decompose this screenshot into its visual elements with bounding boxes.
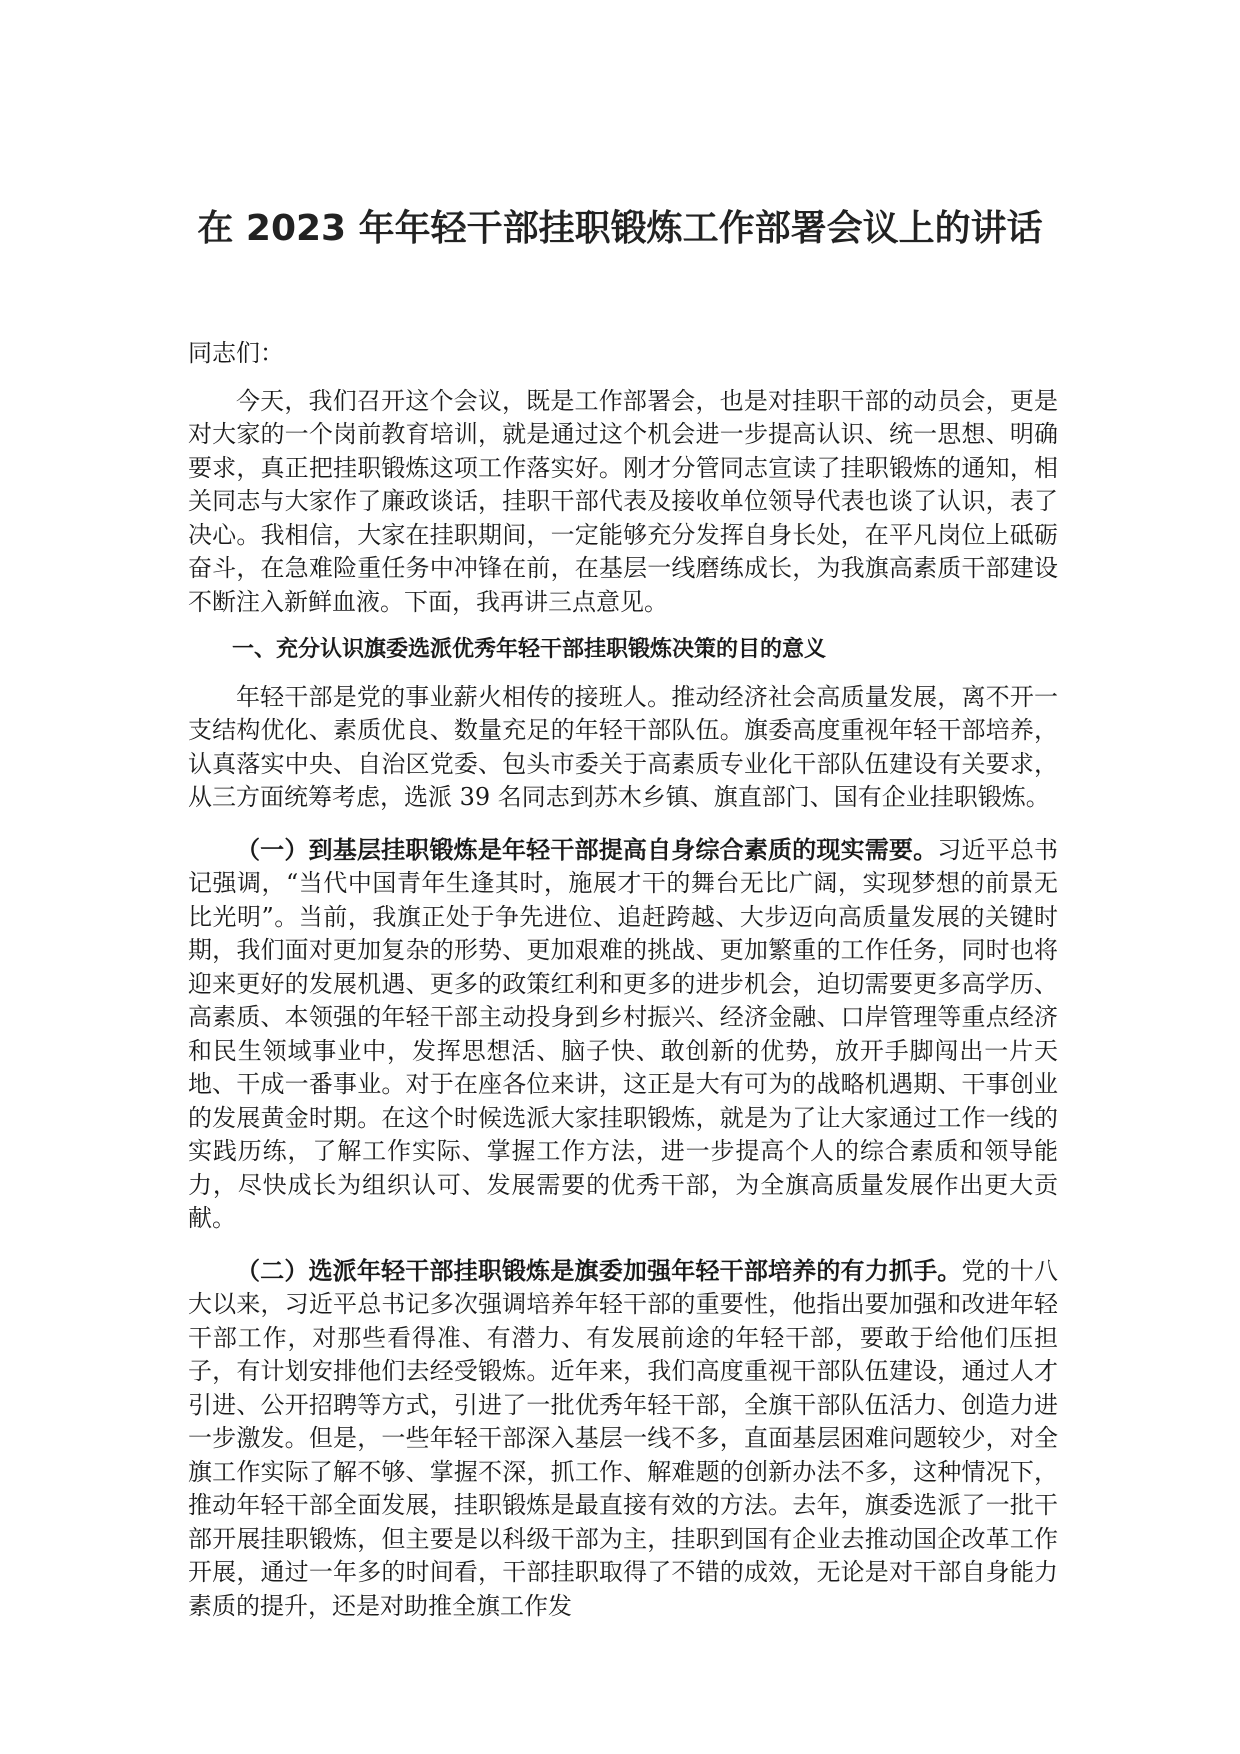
salutation: 同志们： [188,339,284,367]
point-1-text: 习近平总书记强调，“当代中国青年生逢其时，施展才干的舞台无比广阔，实现梦想的前景无比光明”。当前，我旗正处于争先进位、追赶跨越、大步迈向高质量发展的关键时期，我们面对更加复杂的形势、更加艰难的挑战、更加繁重的工作任务，同时也将迎来更好的发展机遇、更多的政策红利和更多的进步机会，迫切需要更多高学历、高素质、本领强的年轻干部主动投身到乡村振兴、经济金融、口岸管理等重点经济和民生领域事业中，发挥思想活、脑子快、敢创新的优势，放开手脚闯出一片天地、干成一番事业。对于在座各位来讲，这正是大有可为的战略机遇期、干事创业的发展黄金时期。在这个时候选派大家挂职锻炼，就是为了让大家通过工作一线的实践历练，了解工作实际、掌握工作方法，进一步提高个人的综合素质和领导能力，尽快成长为组织认可、发展需要的优秀干部，为全旗高质量发展作出更大贡献。 [188,835,1059,1232]
section-1-paragraph: 年轻干部是党的事业薪火相传的接班人。推动经济社会高质量发展，离不开一支结构优化、素质优良、数量充足的年轻干部队伍。旗委高度重视年轻干部培养，认真落实中央、自治区党委、包头市委关于高素质专业化干部队伍建设有关要求，从三方面统筹考虑，选派 39 名同志到苏木乡镇、旗直部门、国有企业挂职锻炼。 [188,682,1058,811]
point-2-paragraph [188,1254,1058,1624]
point-1-lead: （一）到基层挂职锻炼是年轻干部提高自身综合素质的现实需要。 [236,834,938,864]
point-2-lead: （二）选派年轻干部挂职锻炼是旗委加强年轻干部培养的有力抓手。 [236,1255,962,1285]
intro-paragraph: 今天，我们召开这个会议，既是工作部署会，也是对挂职干部的动员会，更是对大家的一个岗前教育培训，就是通过这个机会进一步提高认识、统一思想、明确要求，真正把挂职锻炼这项工作落实好。刚才分管同志宣读了挂职锻炼的通知，相关同志与大家作了廉政谈话，挂职干部代表及接收单位领导代表也谈了认识，表了决心。我相信，大家在挂职期间，一定能够充分发挥自身长处，在平凡岗位上砥砺奋斗，在急难险重任务中冲锋在前，在基层一线磨练成长，为我旗高素质干部建设不断注入新鲜血液。下面，我再讲三点意见。 [188,386,1058,616]
document-title: 在 2023 年年轻干部挂职锻炼工作部署会议上的讲话 [197,208,1043,249]
section-heading-1: 一、充分认识旗委选派优秀年轻干部挂职锻炼决策的目的意义 [232,637,827,662]
point-1-paragraph [188,833,1058,1236]
point-2-text: 党的十八大以来，习近平总书记多次强调培养年轻干部的重要性，他指出要加强和改进年轻干部工作，对那些看得准、有潜力、有发展前途的年轻干部，要敢于给他们压担子，有计划安排他们去经受锻炼。近年来，我们高度重视干部队伍建设，通过人才引进、公开招聘等方式，引进了一批优秀年轻干部，全旗干部队伍活力、创造力进一步激发。但是，一些年轻干部深入基层一线不多，直面基层困难问题较少，对全旗工作实际了解不够、掌握不深，抓工作、解难题的创新办法不多，这种情况下，推动年轻干部全面发展，挂职锻炼是最直接有效的方法。去年，旗委选派了一批干部开展挂职锻炼，但主要是以科级干部为主，挂职到国有企业去推动国企改革工作开展，通过一年多的时间看，干部挂职取得了不错的成效，无论是对干部自身能力素质的提升，还是对助推全旗工作发 [188,1256,1058,1620]
document-body [188,337,1058,1637]
